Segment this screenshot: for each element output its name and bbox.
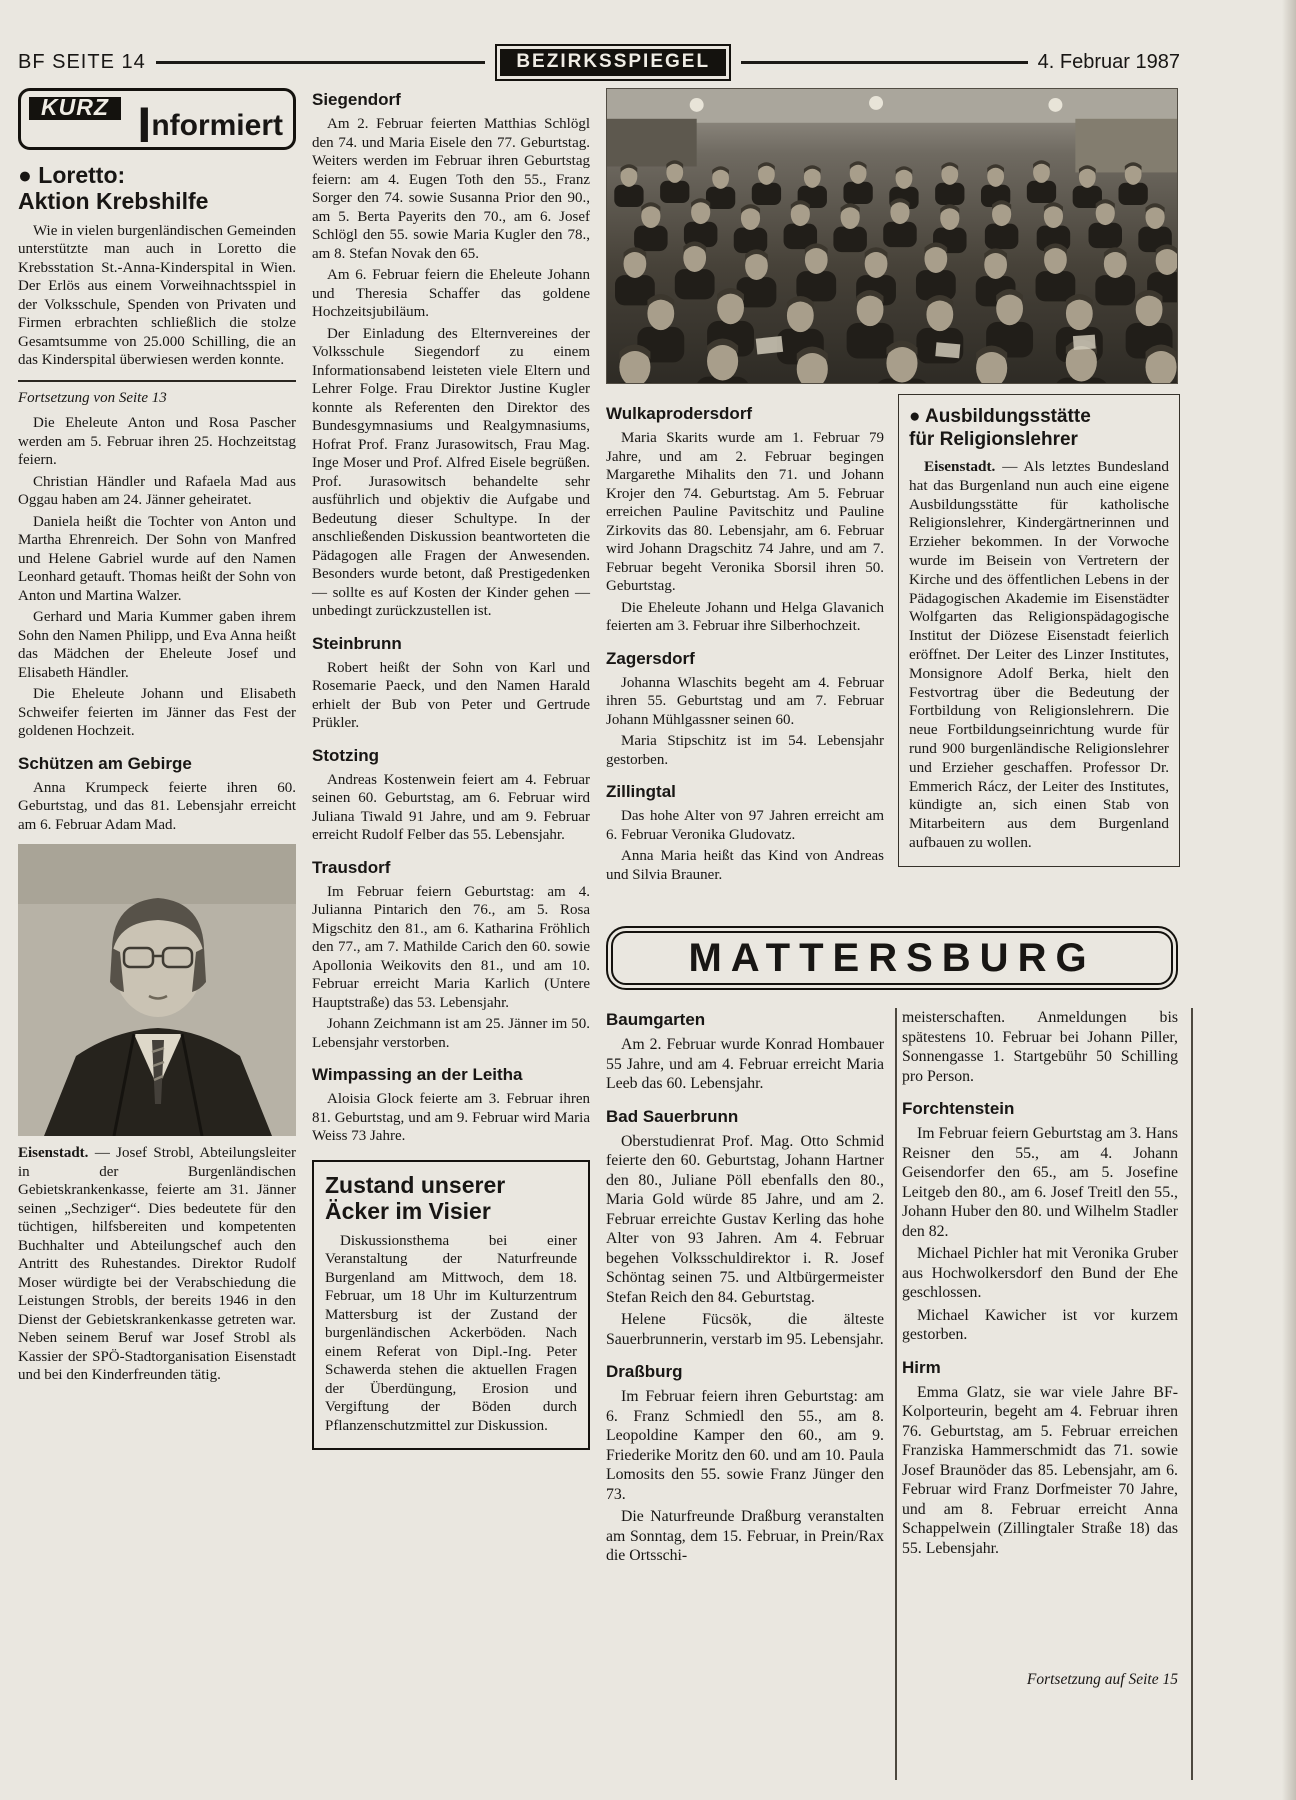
section-hirm xyxy=(902,1358,1178,1559)
continued-paragraph: meisterschaften. Anmeldungen bis spätestens 10. Februar bei Johann Piller, Sonnengasse 1. Startgebühr 50 Schilling pro Person. xyxy=(902,1009,1178,1085)
masthead-rule-left xyxy=(156,61,486,64)
informiert-rest: nformiert xyxy=(151,108,283,142)
paragraph: Am 2. Februar wurde Konrad Hombauer 55 Jahre, und am 4. Februar erreicht Maria Leeb das 60. Lebensjahr. xyxy=(606,1036,884,1092)
section-heading: Zagersdorf xyxy=(606,648,695,668)
paragraph: Helene Fücsök, die älteste Sauerbrunnerin, verstarb im 95. Lebensjahr. xyxy=(606,1311,884,1348)
acker-title-line1: Zustand unserer xyxy=(325,1171,506,1198)
loretto-heading xyxy=(18,162,296,214)
paragraph: Die Naturfreunde Draßburg veranstalten am Sonntag, dem 15. Februar, in Prein/Rax die Ortsschi- xyxy=(606,1508,884,1564)
acker-box-article xyxy=(312,1160,590,1451)
section-heading: Siegendorf xyxy=(312,90,401,109)
paragraph: Anna Maria heißt das Kind von Andreas und Silvia Brauner. xyxy=(606,848,884,883)
section-heading: Hirm xyxy=(902,1357,941,1377)
masthead-rule-right xyxy=(741,61,1028,64)
divider xyxy=(18,380,296,382)
portrait-photo-art xyxy=(18,844,296,1136)
religion-text: — Als letztes Bundesland hat das Burgenland nun auch eine eigene Ausbildungsstätte für katholische Religionslehrer, Kindergärtnerinnen und Erzieher bekommen. In der Vorwoche wurde im Beisein von Vertretern der Kirche und des öffentlichen Lebens in der Pädagogischen Akademie im Eisenstädter Wolfgarten das Religionspädagogische Institut der Diözese Eisenstadt feierlich eröffnet. Der Leiter des Linzer Institutes, Monsignore Adolf Berka, hielt den Festvortrag über die Bedeutung der Fortbildung von Religionslehrern. Die neue Fortbildungseinrichtung wurde für rund 900 burgenländische Religionslehrer und Erzieher geschaffen. Professor Dr. Emmerich Rácz, der Leiter des Institutes, kündigte an, sich einen Stab von Mitarbeitern aus dem Burgenland aufbauen zu wollen. xyxy=(909,458,1169,851)
column-rule xyxy=(1191,1008,1193,1780)
paragraph: Anna Krumpeck feierte ihren 60. Geburtstag, und das 81. Lebensjahr erreicht am 6. Februar Adam Mad. xyxy=(18,779,296,833)
news-item: Christian Händler und Rafaela Mad aus Oggau haben am 24. Jänner geheiratet. xyxy=(18,473,296,508)
section-forchtenstein xyxy=(902,1099,1178,1345)
masthead xyxy=(18,44,1180,81)
paragraph: Das hohe Alter von 97 Jahren erreicht am 6. Februar Veronika Gludovatz. xyxy=(606,808,884,843)
column-kurz-informiert xyxy=(18,88,296,1388)
section-drassburg xyxy=(606,1362,884,1566)
section-siegendorf xyxy=(312,90,590,621)
issue-date: 4. Februar 1987 xyxy=(1037,51,1180,73)
paragraph: Maria Skarits wurde am 1. Februar 79 Jahre, und am 2. Februar begingen Margarethe Mihalits den 71. und Johann Krojer den 74. Geburtstag. Am 5. Februar erreichen Pauline Pavitschitz und Pauline Zirkovits das 80. Lebensjahr, am 6. Februar wird Johann Dragschitz 74 Jahre, und am 7. Februar begeht Veronika Sborsil ihren 50. Geburtstag. xyxy=(606,430,884,594)
religion-article xyxy=(898,394,1180,867)
loretto-title: Aktion Krebshilfe xyxy=(18,187,209,214)
portrait-photo xyxy=(18,844,296,1136)
section-heading: Draßburg xyxy=(606,1362,683,1381)
section-heading: Forchtenstein xyxy=(902,1099,1015,1118)
paragraph: Oberstudienrat Prof. Mag. Otto Schmid feierte den 60. Geburtstag, Johann Hartner den 80., Juliane Pöll ebenfalls den 80., Maria Gold würde 85 Jahre, und am 2. Februar erreichte Gustav Kerling das hohe Alter von 93 Jahren. Am 4. Februar begehen Volksschuldirektor i. R. Josef Schöntag seinen 75. und Altbürgermeister Stefan Reich den 84. Geburtstag. xyxy=(606,1132,884,1306)
continuation-footer-note: Fortsetzung auf Seite 15 xyxy=(1026,1671,1178,1688)
acker-title-line2: Äcker im Visier xyxy=(325,1197,491,1224)
section-bad-sauerbrunn xyxy=(606,1107,884,1350)
column-rule xyxy=(895,1008,897,1780)
news-item: Die Eheleute Johann und Elisabeth Schweifer feierten im Jänner das Fest der goldenen Hochzeit. xyxy=(18,686,296,739)
paragraph: Maria Stipschitz ist im 54. Lebensjahr gestorben. xyxy=(606,733,884,768)
news-item: Daniela heißt die Tochter von Anton und Martha Ehrenreich. Der Sohn von Manfred und Helene Gabriel wurde auf den Namen Leonhard getauft. Thomas heißt der Sohn von Anton und Martina Walzer. xyxy=(18,513,296,604)
religion-lead: Eisenstadt. xyxy=(924,458,996,475)
paragraph: Michael Pichler hat mit Veronika Gruber aus Hochwolkersdorf den Bund der Ehe geschlossen. xyxy=(902,1245,1178,1301)
paragraph: Emma Glatz, sie war viele Jahre BF-Kolporteurin, begeht am 4. Februar ihren 76. Geburtstag, am 5. Februar erreichen Franziska Hammerschmidt das 71. sowie Josef Braunöder das 85. Lebensjahr, am 6. Februar wird Franz Dorfmeister 70 Jahre, und am 8. Februar erreicht Anna Schappelwein (Zillingtaler Straße 18) das 55. Lebensjahr. xyxy=(902,1383,1178,1557)
column-eisenstadt-orte xyxy=(312,88,590,1450)
section-heading: Zillingtal xyxy=(606,782,676,801)
loretto-kicker: ● Loretto: xyxy=(18,161,126,188)
news-item: Gerhard und Maria Kummer gaben ihrem Sohn den Namen Philipp, und Eva Anna heißt das Mädchen der Eheleute Josef und Elisabeth Händler. xyxy=(18,609,296,681)
loretto-body: Wie in vielen burgenländischen Gemeinden unterstützte man auch in Loretto die Krebsstation St.-Anna-Kinderspital in Wien. Der Erlös aus einem Vorweihnachtsspiel in der Volksschule, Spenden von Privaten und Firmen erbrachten schließlich die stolze Gesamtsumme von 25.000 Schilling, die an das Kinderspital überwiesen werden konnte. xyxy=(18,222,296,368)
paragraph: Der Einladung des Elternvereines der Volksschule Siegendorf zu einem Informationsabend leisteten viele Eltern und Lehrer Folge. Frau Direktor Justine Kugler konnte als Referenten den Direktor des Bundesgymnasiums und Realgymnasiums, Hofrat Prof. Franz Jurasowitsch, Frau Mag. Inge Moser und Prof. Alfred Eisele begrüßen. Prof. Jurasowitsch behandelte sehr ausführlich und objektiv die Aufgabe und Bedeutung dieser Schultype. In der anschließenden Diskussion beantworteten die Pädagogen alle Fragen der Anwesenden. Besonders wurde betont, daß Prestigedenken — sollte es auf Kosten der Kinder gehen — unbedingt zurückzustellen ist. xyxy=(312,325,590,619)
page-number-label: BF SEITE 14 xyxy=(18,51,146,73)
paragraph: Im Februar feiern ihren Geburtstag: am 6. Franz Schmiedl den 55., am 8. Leopoldine Kamper den 60., am 9. Friederike Moritz den 60. und am 10. Paula Lomosits den 55. sowie Franz Jünger den 73. xyxy=(606,1388,884,1503)
section-steinbrunn xyxy=(312,634,590,733)
mattersburg-banner: MATTERSBURG xyxy=(606,926,1178,990)
paragraph: Am 6. Februar feiern die Eheleute Johann und Theresia Schaffer das goldene Hochzeitsjubiläum. xyxy=(312,267,590,320)
column-wulkaprodersdorf xyxy=(606,398,884,887)
masthead-title-box xyxy=(495,44,731,81)
informiert-initial: I xyxy=(137,96,152,153)
caption-lead: Eisenstadt. xyxy=(18,1145,89,1161)
religion-body xyxy=(909,458,1169,853)
continuation-note: Fortsetzung von Seite 13 xyxy=(18,389,167,406)
paragraph: Im Februar feiern Geburtstag: am 4. Julianna Pintarich den 76., am 5. Rosa Migschitz den 81., am 6. Katharina Fröhlich den 77., am 7. Mathilde Carich den 60. sowie Apollonia Weikovits den 81., und am 10. Februar erreicht Maria Karlich (Untere Hauptstraße) das 53. Lebensjahr. xyxy=(312,883,590,1011)
page-edge-shadow xyxy=(1282,0,1296,1800)
caption-body: — Josef Strobl, Abteilungsleiter in der Burgenländischen Gebietskrankenkasse, feierte am 31. Jänner seinen „Sechziger“. Dies bedeutete für den tüchtigen, hilfsbereiten und kompetenten Buchhalter und Abteilungschef auch den Antritt des Ruhestandes. Direktor Rudolf Moser würdigte bei der Verabschiedung die Leistungen Strobls, der bereits 1946 in den Dienst der Gebietskrankenkasse getreten war. Neben seinem Beruf war Josef Strobl als Kassier der SPÖ-Stadtorganisation Eisenstadt und bei den Kinderfreunden tätig. xyxy=(18,1145,296,1383)
section-zagersdorf xyxy=(606,649,884,770)
religion-title xyxy=(909,405,1169,451)
paragraph: Am 2. Februar feierten Matthias Schlögl den 74. und Maria Eisele den 77. Geburtstag. Weiters werden im Februar ihren Geburtstag feiern: am 4. Eugen Toth den 55., Franz Sorger den 74. sowie Susanna Prior den 90., am 5. Berta Payerits den 70., am 6. Josef Schlögl den 55. sowie Maria Kugler den 78., am 8. Stefan Novak den 65. xyxy=(312,116,590,262)
section-heading: Wimpassing an der Leitha xyxy=(312,1065,523,1084)
section-heading: Steinbrunn xyxy=(312,633,402,653)
kurz-informiert-logo xyxy=(18,88,296,153)
audience-photo xyxy=(606,88,1178,384)
paragraph: Robert heißt der Sohn von Karl und Rosemarie Paeck, und den Namen Harald erhielt der Bub von Peter und Gertrude Prükler. xyxy=(312,659,590,731)
religion-title-line2: für Religionslehrer xyxy=(909,429,1078,450)
section-wimpassing xyxy=(312,1065,590,1146)
paragraph: Andreas Kostenwein feiert am 4. Februar seinen 60. Geburtstag, am 6. Februar wird Juliana Tiwald 91 Jahre, und am 9. Februar erreicht Rudolf Felber das 55. Lebensjahr. xyxy=(312,771,590,843)
column-mattersburg-right xyxy=(902,1008,1178,1690)
section-heading: Wulkaprodersdorf xyxy=(606,404,753,423)
paragraph: Die Eheleute Johann und Helga Glavanich feierten am 3. Februar ihre Silberhochzeit. xyxy=(606,599,884,634)
newspaper-title: BEZIRKSSPIEGEL xyxy=(500,49,726,76)
kurz-badge: KURZ xyxy=(29,97,121,120)
paragraph: Im Februar feiern Geburtstag am 3. Hans Reisner den 55., am 4. Johann Geisendorfer den 65., am 5. Josefine Leitgeb den 80., am 6. Josef Treitl den 55., Johann Huber den 80. und Wilhelm Stadler den 82. xyxy=(902,1125,1178,1240)
acker-title xyxy=(325,1172,577,1224)
religion-title-line1: ● Ausbildungsstätte xyxy=(909,406,1091,427)
section-zillingtal xyxy=(606,782,884,884)
audience-photo-art xyxy=(607,89,1177,383)
paragraph: Aloisia Glock feierte am 3. Februar ihren 81. Geburtstag, und am 9. Februar wird Maria Weiss 73 Jahre. xyxy=(312,1091,590,1144)
section-heading: Bad Sauerbrunn xyxy=(606,1106,739,1126)
column-mattersburg-left xyxy=(606,1008,884,1569)
paragraph: Michael Kawicher ist vor kurzem gestorben. xyxy=(902,1306,1178,1343)
section-heading: Trausdorf xyxy=(312,857,391,877)
section-wulkaprodersdorf xyxy=(606,404,884,636)
news-item: Die Eheleute Anton und Rosa Pascher werden am 5. Februar ihren 25. Hochzeitstag feiern. xyxy=(18,415,296,468)
photo-caption xyxy=(18,1144,296,1385)
acker-body: Diskussionsthema bei einer Veranstaltung der Naturfreunde Burgenland am Mittwoch, dem 18. Februar, um 18 Uhr im Kulturzentrum Mattersburg ist der Zustand der burgenländischen Ackerböden. Nach einem Referat von Dipl.-Ing. Peter Schawerda stehen die aktuellen Fragen der Überdüngung, Erosion und Vergiftung der Böden durch Pflanzenschutzmittel zur Diskussion. xyxy=(325,1232,577,1434)
section-baumgarten xyxy=(606,1010,884,1094)
section-stotzing xyxy=(312,746,590,845)
section-heading: Baumgarten xyxy=(606,1010,706,1029)
paragraph: Johanna Wlaschits begeht am 4. Februar ihren 55. Geburtstag und am 7. Februar Johann Mühlgassner seinen 60. xyxy=(606,674,884,728)
section-heading-schuetzen: Schützen am Gebirge xyxy=(18,753,192,773)
section-heading: Stotzing xyxy=(312,745,380,765)
paragraph: Johann Zeichmann ist am 25. Jänner im 50. Lebensjahr verstorben. xyxy=(312,1016,590,1051)
section-trausdorf xyxy=(312,858,590,1053)
